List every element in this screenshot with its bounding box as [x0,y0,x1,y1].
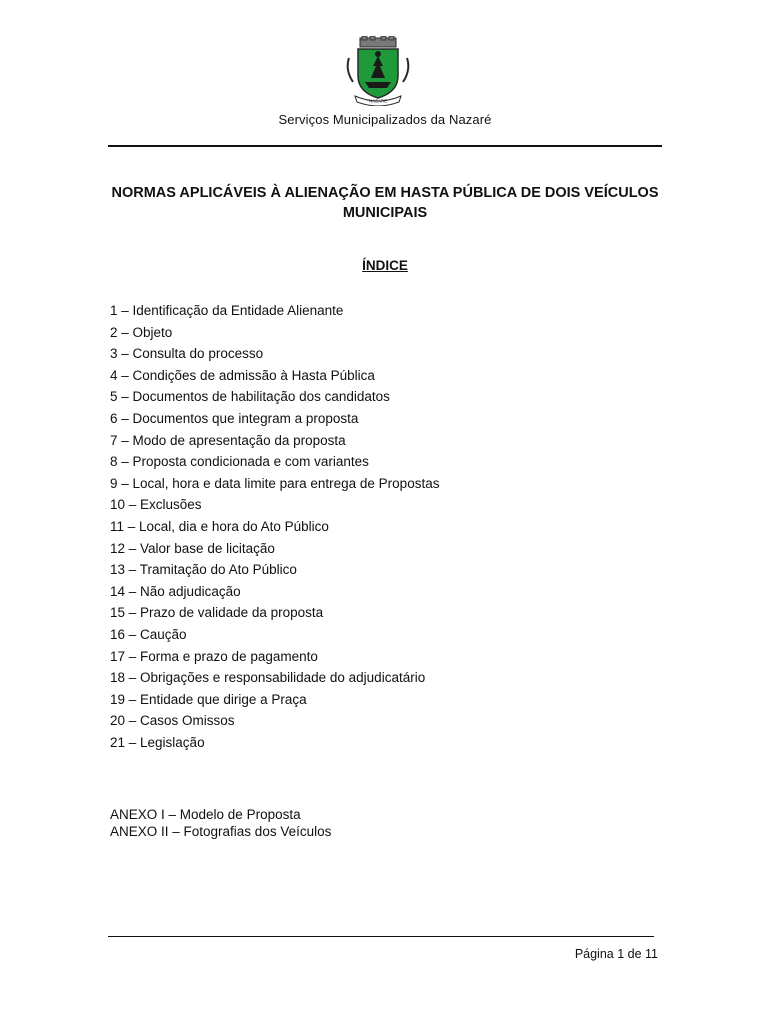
header-divider [108,145,662,147]
toc-item: 4 – Condições de admissão à Hasta Pública [110,367,375,383]
toc-item: 18 – Obrigações e responsabilidade do adjudicatário [110,670,426,686]
crest-banner-text: NAZARÉ [368,98,388,104]
toc-item: 2 – Objeto [110,324,173,340]
toc-item: 12 – Valor base de licitação [110,540,275,556]
toc-item: 8 – Proposta condicionada e com variantes [110,454,369,470]
organization-name: Serviços Municipalizados da Nazaré [278,112,492,127]
toc-item: 17 – Forma e prazo de pagamento [110,648,318,664]
footer-divider [108,936,654,937]
toc-item: 21 – Legislação [110,734,205,750]
toc-item: 11 – Local, dia e hora do Ato Público [110,518,329,534]
toc-item: 10 – Exclusões [110,497,202,513]
toc-item: 20 – Casos Omissos [110,713,235,729]
page-number: Página 1 de 11 [574,947,658,961]
toc-item: 5 – Documentos de habilitação dos candidatos [110,389,390,405]
document-title: NORMAS APLICÁVEIS À ALIENAÇÃO EM HASTA PÚBLICA DE DOIS VEÍCULOS MUNICIPAIS [111,185,659,221]
annex-item: ANEXO I – Modelo de Proposta [110,807,301,822]
toc-item: 7 – Modo de apresentação da proposta [110,432,346,448]
annex-list [110,806,331,840]
toc-item: 6 – Documentos que integram a proposta [110,410,359,426]
toc-item: 1 – Identificação da Entidade Alienante [110,303,344,318]
toc-item: 3 – Consulta do processo [110,346,264,362]
toc-item: 15 – Prazo de validade da proposta [110,605,324,621]
toc-item: 16 – Caução [110,626,187,642]
municipal-crest-icon [343,36,413,106]
table-of-contents [110,300,439,753]
toc-item: 13 – Tramitação do Ato Público [110,562,297,578]
toc-item: 19 – Entidade que dirige a Praça [110,691,307,707]
toc-item: 9 – Local, hora e data limite para entrega de Propostas [110,475,440,491]
toc-item: 14 – Não adjudicação [110,583,241,599]
annex-item: ANEXO II – Fotografias dos Veículos [110,824,332,839]
index-heading: ÍNDICE [362,258,408,273]
